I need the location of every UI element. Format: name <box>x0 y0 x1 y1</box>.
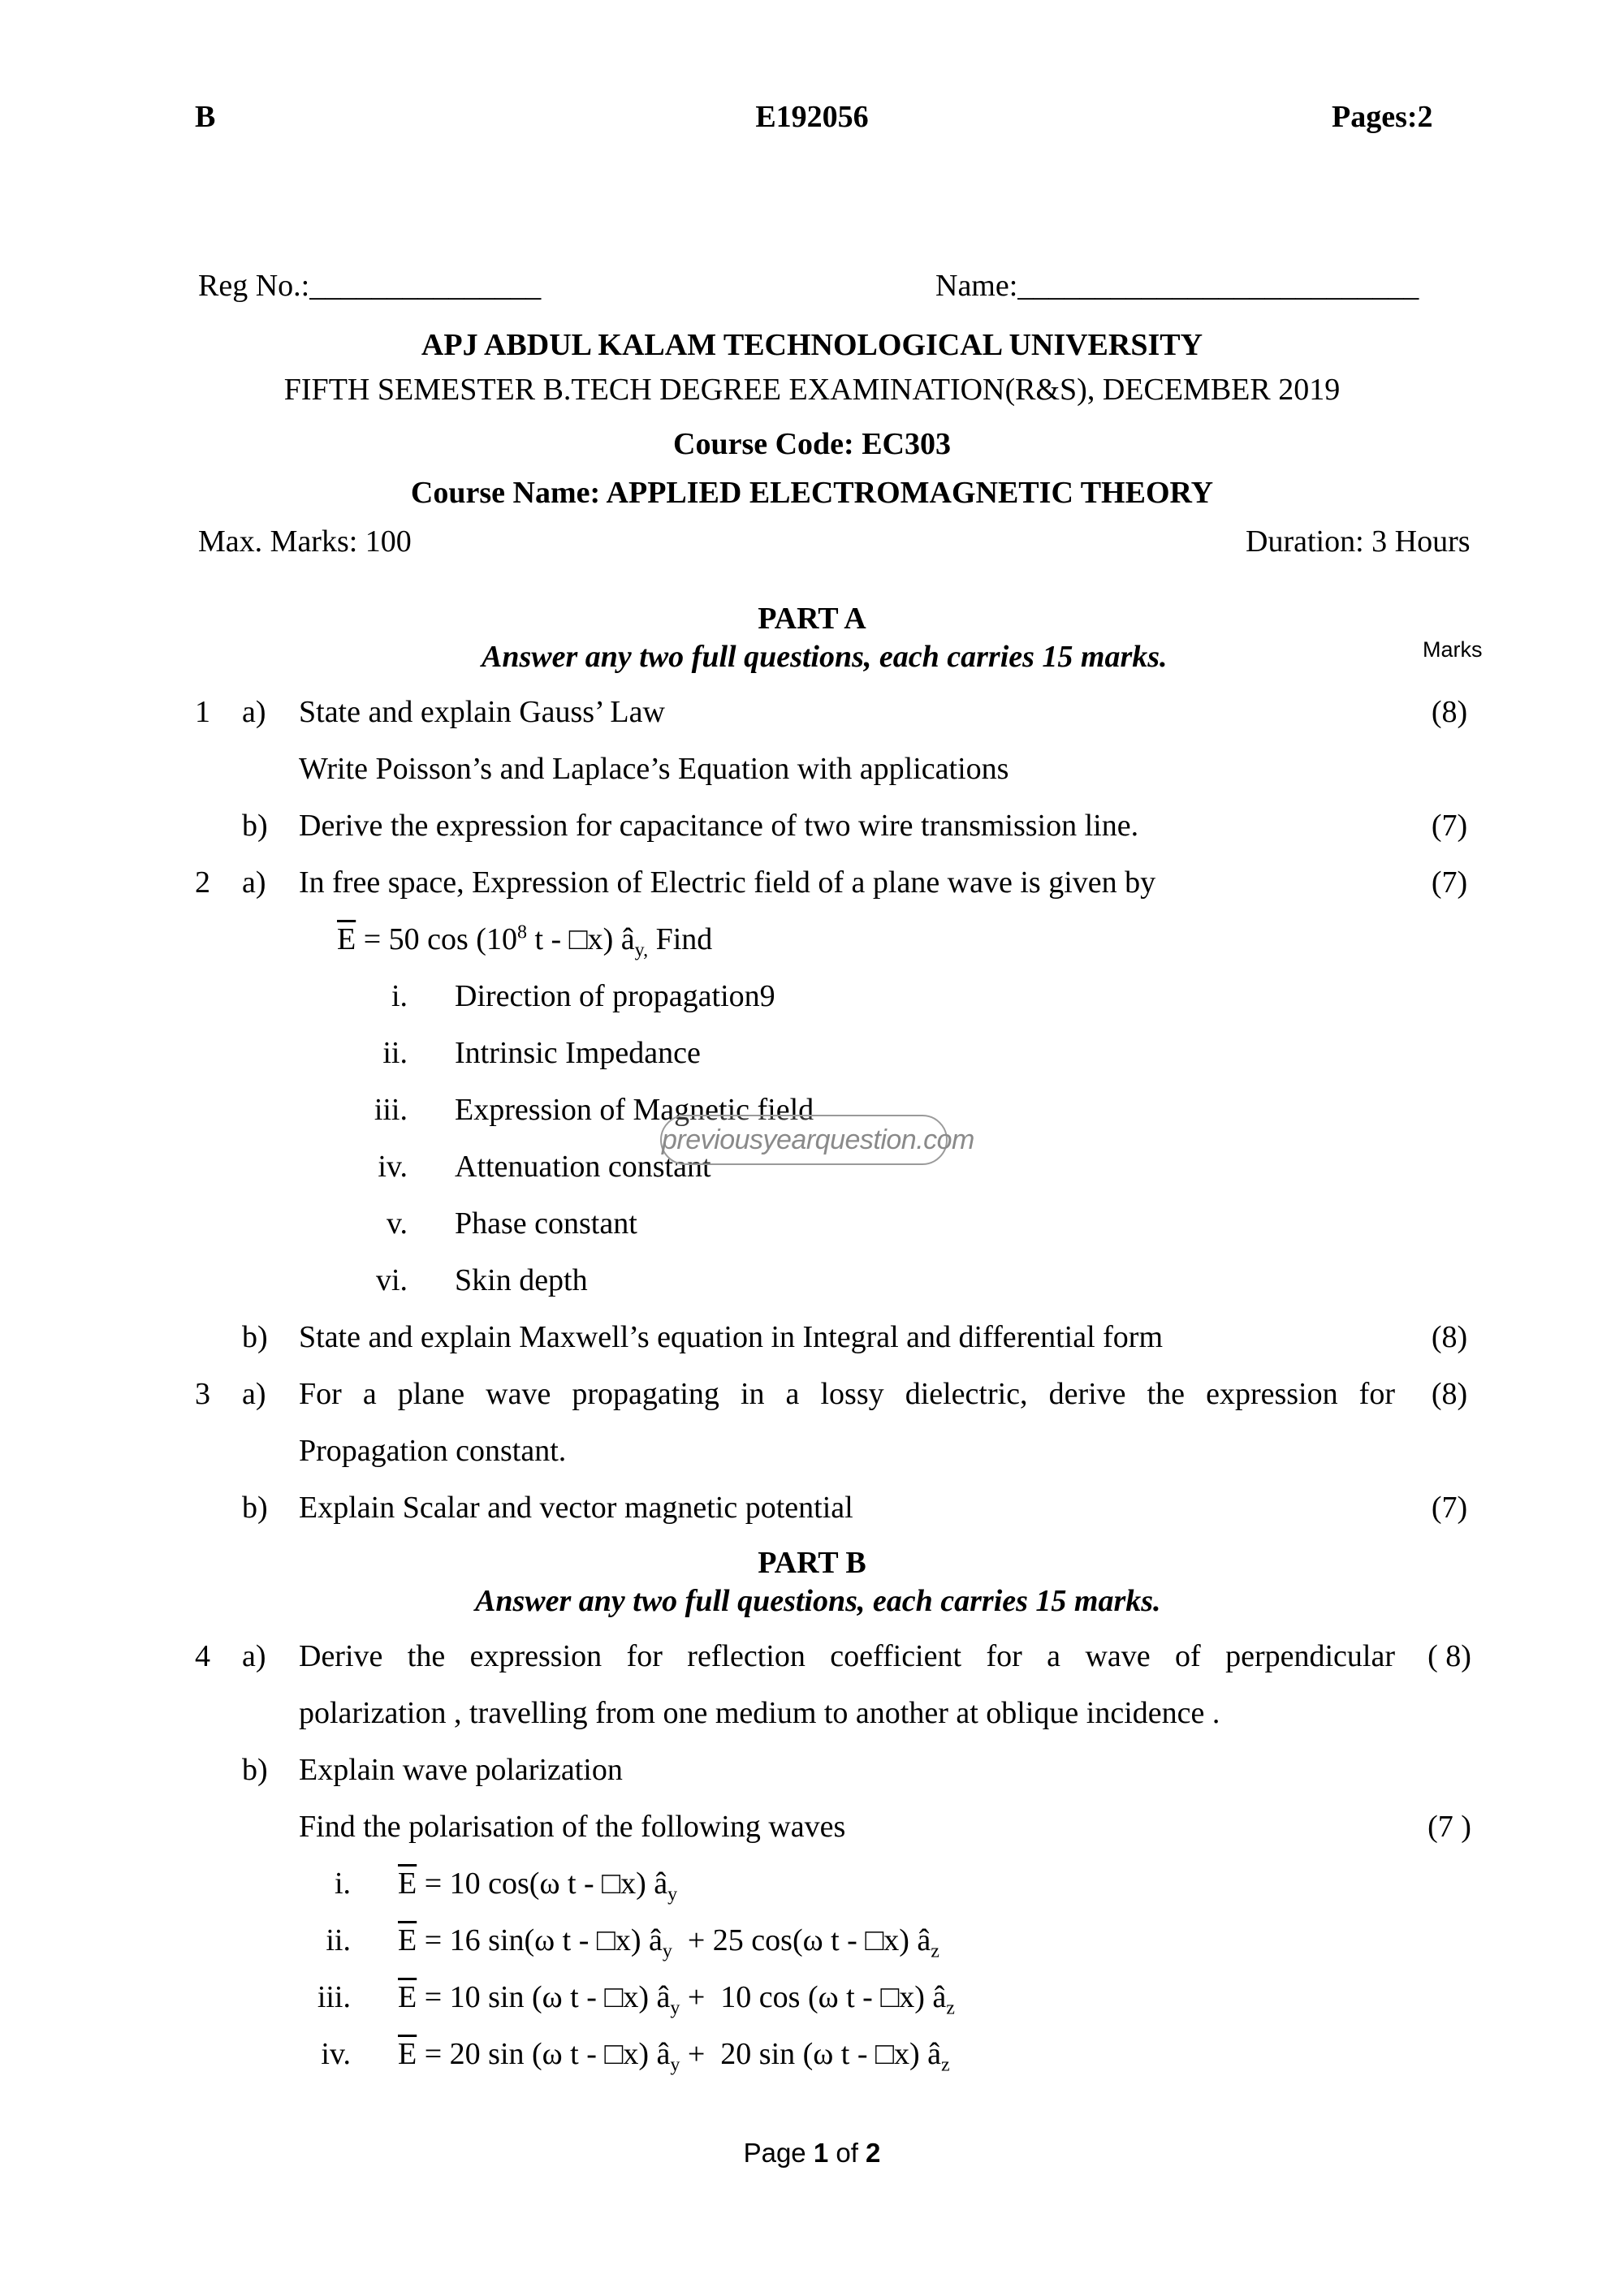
name-field: Name:__________________________ <box>935 269 1419 303</box>
list-item-number: iii. <box>374 1093 408 1127</box>
wave-equation: $\overline{E} = 20$ sin (ω t - □x) $â_y + 20$ sin (ω t - □x) $â_z$ <box>398 2037 950 2076</box>
list-item: Direction of propagation9 <box>455 979 775 1013</box>
list-item-number: iv. <box>321 2037 351 2071</box>
marks-heading: Marks <box>1423 637 1483 662</box>
subquestion-label: b) <box>242 1753 268 1787</box>
question-text: polarization , travelling from one medium to another at oblique incidence . <box>299 1696 1220 1730</box>
university-name: APJ ABDUL KALAM TECHNOLOGICAL UNIVERSITY <box>421 328 1203 362</box>
page-footer: Page 1 of 2 <box>743 2138 881 2168</box>
part-b-instruction: Answer any two full questions, each carries 15 marks. <box>475 1584 1161 1618</box>
subquestion-label: a) <box>242 695 266 729</box>
part-a-instruction: Answer any two full questions, each carries 15 marks. <box>482 640 1168 674</box>
list-item-number: iii. <box>317 1980 351 2014</box>
subquestion-label: b) <box>242 1491 268 1525</box>
vector-e-symbol: $\overline{E}$ <box>398 2037 417 2071</box>
question-marks: (7) <box>1431 809 1468 843</box>
list-item-number: i. <box>334 1867 351 1901</box>
question-text: Explain wave polarization <box>299 1753 623 1787</box>
question-number: 1 <box>195 695 210 729</box>
list-item-number: i. <box>391 979 408 1013</box>
question-text: Derive the expression for reflection coefficient for a wave of perpendicular <box>299 1639 1395 1673</box>
part-b-title: PART B <box>758 1546 866 1580</box>
question-number: 2 <box>195 865 210 900</box>
wave-equation: $\overline{E} = 10$ cos(ω t - □x) $â_y$ <box>398 1867 678 1905</box>
part-a-title: PART A <box>758 602 866 636</box>
course-name: Course Name: APPLIED ELECTROMAGNETIC THEORY <box>410 476 1214 510</box>
question-marks: (7) <box>1431 865 1468 900</box>
course-code: Course Code: EC303 <box>673 427 951 461</box>
exam-title: FIFTH SEMESTER B.TECH DEGREE EXAMINATION(R&S), DECEMBER 2019 <box>283 373 1341 407</box>
paper-code: E192056 <box>755 100 869 134</box>
question-text: State and explain Gauss’ Law <box>299 695 665 729</box>
list-item: Phase constant <box>455 1206 637 1241</box>
question-text: Propagation constant. <box>299 1434 567 1468</box>
list-item-number: v. <box>386 1206 408 1241</box>
question-marks: (7) <box>1431 1491 1468 1525</box>
list-item: Intrinsic Impedance <box>455 1036 701 1070</box>
subquestion-label: b) <box>242 809 268 843</box>
question-number: 4 <box>195 1639 210 1673</box>
question-number: 3 <box>195 1377 210 1411</box>
list-item-number: iv. <box>378 1150 408 1184</box>
list-item-number: vi. <box>375 1263 408 1297</box>
wave-equation: $\overline{E} = 10$ sin (ω t - □x) $â_y + 10$ cos (ω t - □x) $â_z$ <box>398 1980 955 2019</box>
watermark: previousyearquestion.com <box>660 1115 948 1165</box>
list-item: Skin depth <box>455 1263 588 1297</box>
question-text: Find the polarisation of the following waves <box>299 1810 846 1844</box>
list-item-number: ii. <box>326 1923 351 1957</box>
list-item: Expression of Magnetic field <box>455 1093 814 1127</box>
question-text: Explain Scalar and vector magnetic potential <box>299 1491 853 1525</box>
question-marks: (8) <box>1431 1320 1468 1354</box>
question-text: State and explain Maxwell’s equation in Integral and differential form <box>299 1320 1164 1354</box>
subquestion-label: b) <box>242 1320 268 1354</box>
question-text: For a plane wave propagating in a lossy dielectric, derive the expression for <box>299 1377 1395 1411</box>
subquestion-label: a) <box>242 1377 266 1411</box>
electric-field-equation: $\overline{E} = 50$ $\cos (10^8$ t - □x) $â_{y,}$ Find <box>337 921 713 961</box>
vector-e-symbol: $\overline{E}$ <box>398 1923 417 1957</box>
list-item: Attenuation constant <box>455 1150 711 1184</box>
page-count: Pages:2 <box>1332 100 1433 134</box>
paper-set-label: B <box>195 100 216 134</box>
subquestion-label: a) <box>242 1639 266 1673</box>
question-marks: ( 8) <box>1427 1639 1471 1673</box>
duration: Duration: 3 Hours <box>1246 524 1471 559</box>
list-item-number: ii. <box>382 1036 408 1070</box>
vector-e-symbol: $\overline{E}$ <box>398 1980 417 2014</box>
question-marks: (7 ) <box>1427 1810 1471 1844</box>
question-marks: (8) <box>1431 1377 1468 1411</box>
question-text: Derive the expression for capacitance of two wire transmission line. <box>299 809 1139 843</box>
question-text: In free space, Expression of Electric field of a plane wave is given by <box>299 865 1156 900</box>
reg-no-field: Reg No.:_______________ <box>198 269 542 303</box>
wave-equation: $\overline{E} = 16$ sin(ω t - □x) $â_y + 25$ cos(ω t - □x) $â_z$ <box>398 1923 939 1962</box>
question-text: Write Poisson’s and Laplace’s Equation with applications <box>299 752 1009 786</box>
vector-e-symbol: $\overline{E}$ <box>398 1867 417 1901</box>
subquestion-label: a) <box>242 865 266 900</box>
question-marks: (8) <box>1431 695 1468 729</box>
max-marks: Max. Marks: 100 <box>198 524 412 559</box>
vector-e-symbol: $\overline{E}$ <box>337 922 356 956</box>
